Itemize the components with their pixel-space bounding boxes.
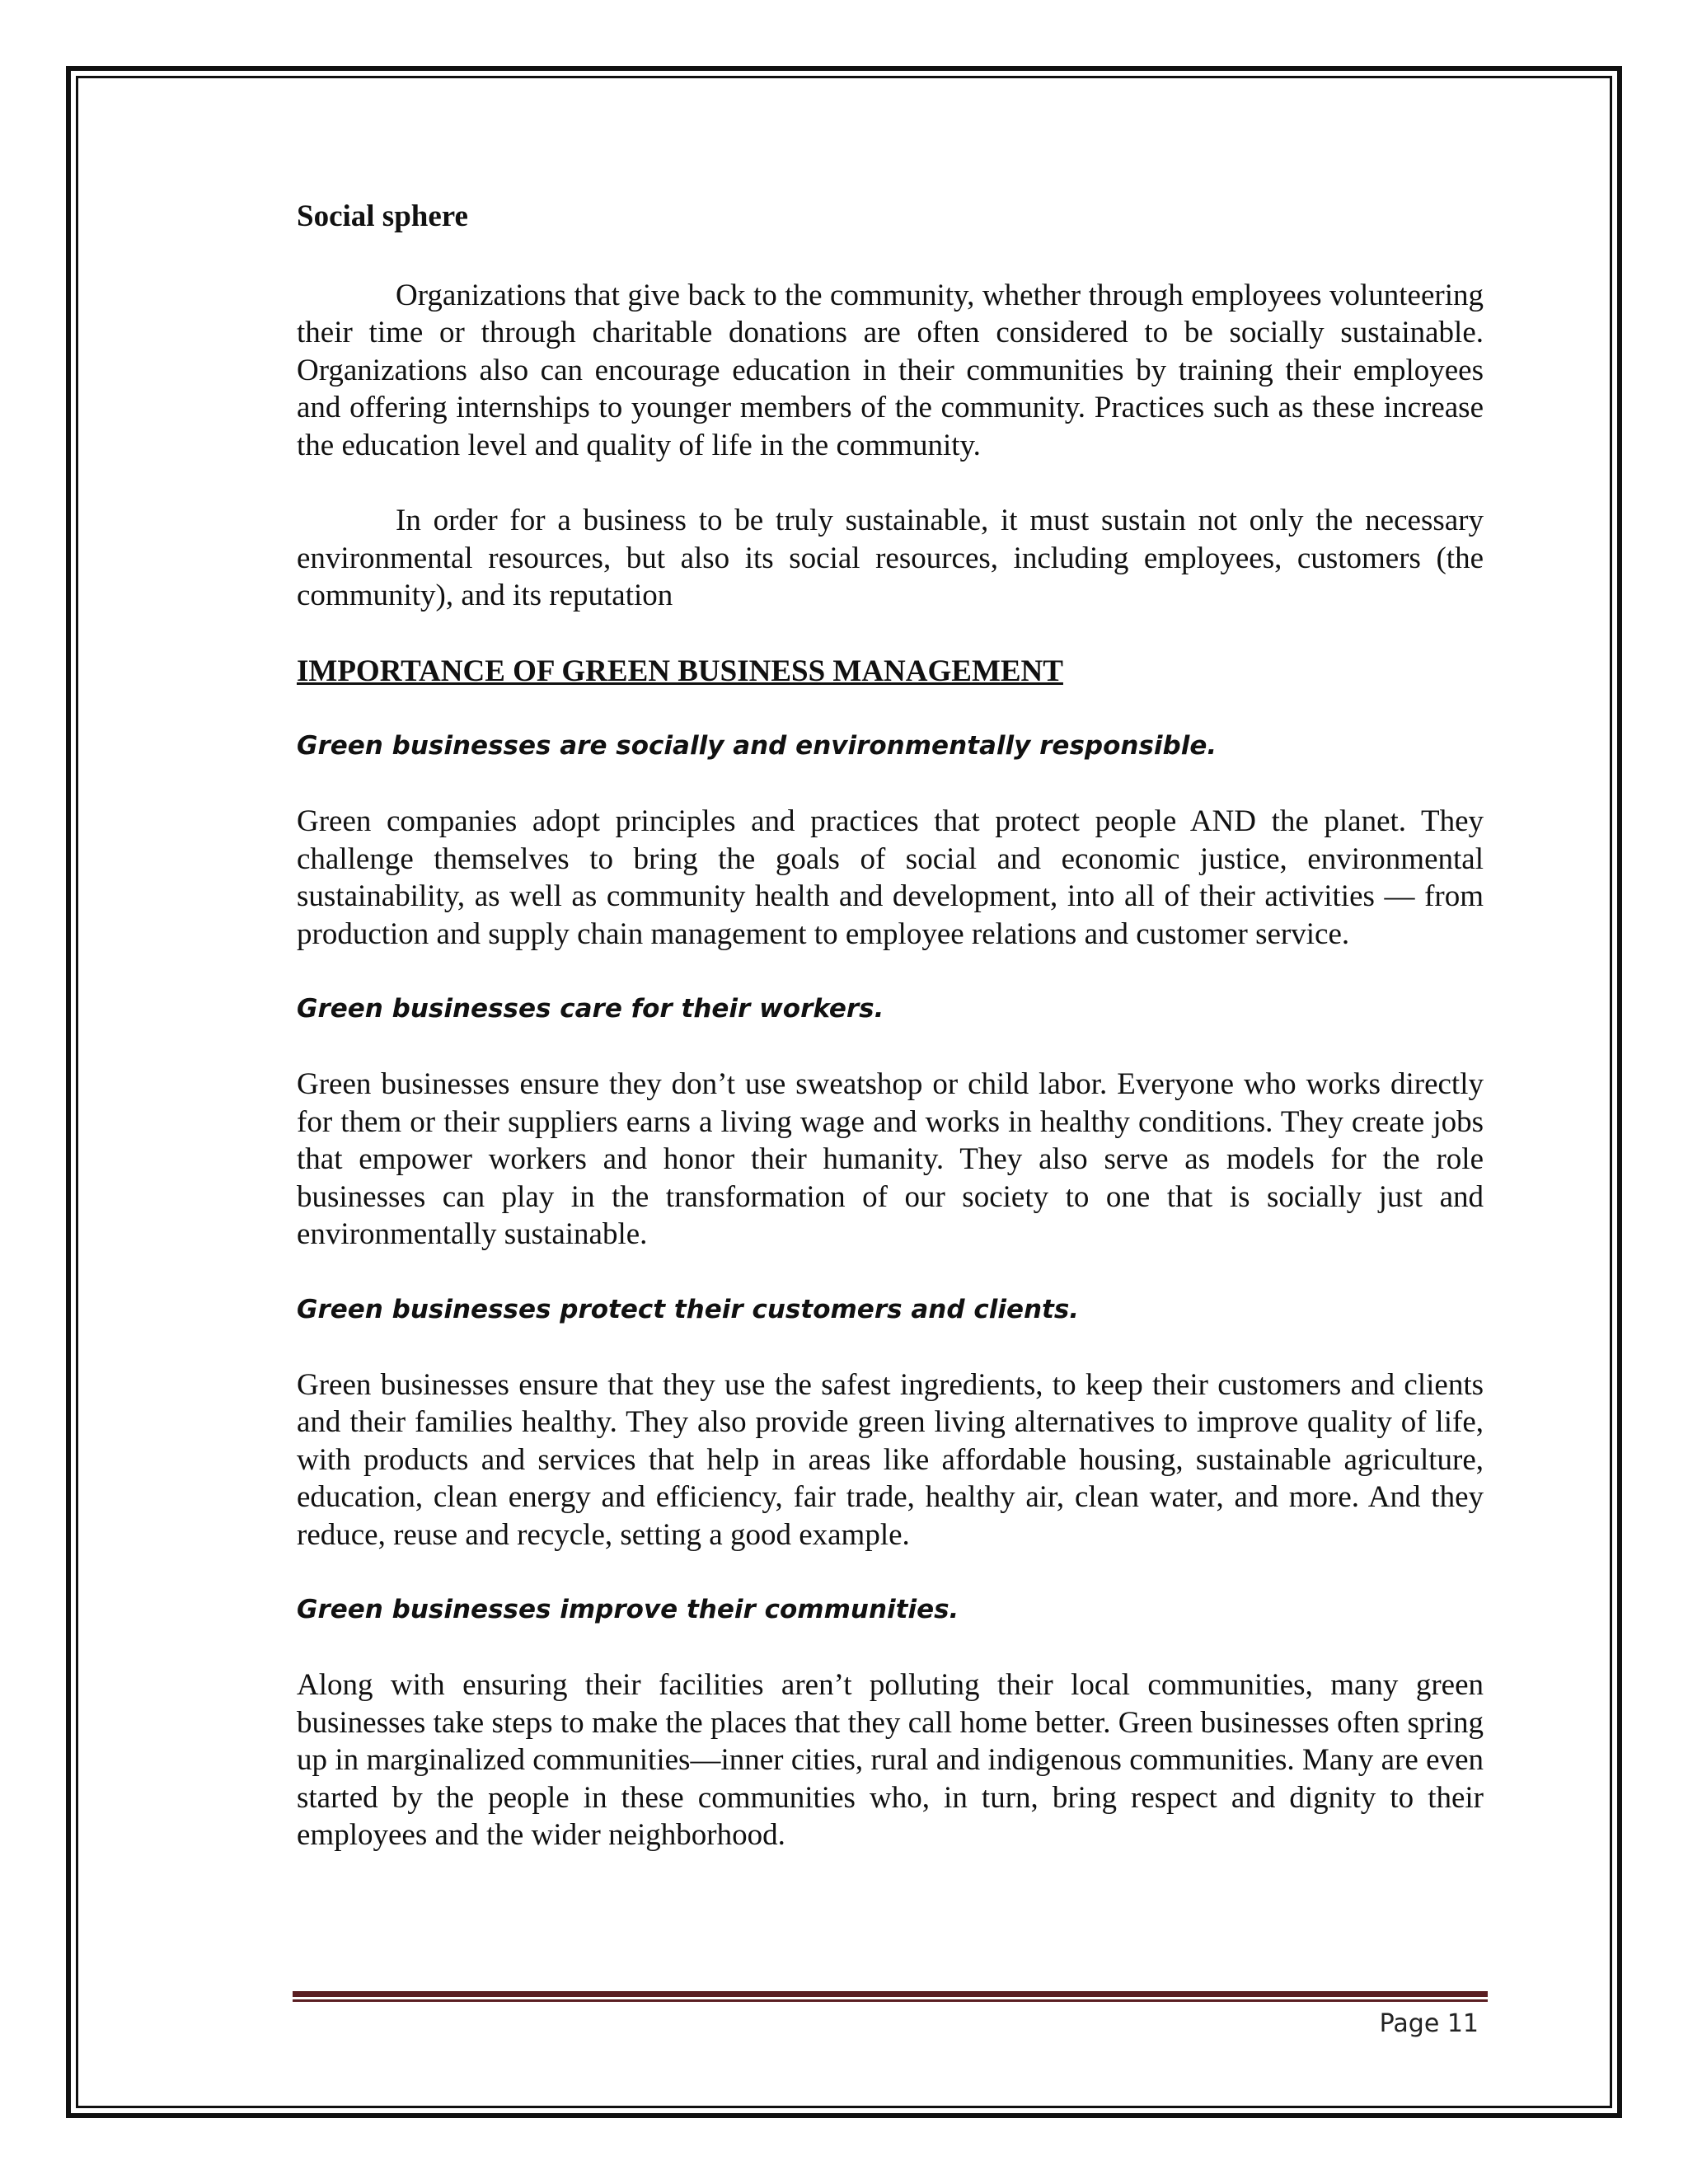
social-paragraph-1: Organizations that give back to the community, whether through employees volunteering their time or through charitable donations are often considered to be socially sustainable. Organizations also can encourage education in their communities by training their employees and offering internships to younger members of the community. Practices such as these increase the education level and quality of life in the community.	[297, 278, 1484, 462]
body-communities: Along with ensuring their facilities aren’t polluting their local communities, many green businesses take steps to make the places that they call home better. Green businesses often spring up in marginalized communities—inner cities, rural and indigenous communities. Many are even started by the people in these communities who, in turn, bring respect and dignity to their employees and the wider neighborhood.	[297, 1668, 1484, 1852]
body-responsible: Green companies adopt principles and practices that protect people AND the planet. They challenge themselves to bring the goals of social and economic justice, environmental sustainability, as well as community health and development, into all of their activities — from production and supply chain management to employee relations and customer service.	[297, 804, 1484, 951]
social-sphere-heading: Social sphere	[297, 199, 468, 233]
footer-divider	[293, 1991, 1488, 2003]
page-number: Page 11	[1379, 2009, 1479, 2038]
importance-heading: IMPORTANCE OF GREEN BUSINESS MANAGEMENT	[297, 654, 1063, 688]
social-paragraph-2: In order for a business to be truly sustainable, it must sustain not only the necessary environmental resources, but also its social resources, including employees, customers (the community), and its reputation	[297, 504, 1484, 612]
subheading-customers: Green businesses protect their customers and clients.	[297, 1294, 1080, 1324]
footer-divider-thin	[293, 1999, 1488, 2002]
subheading-workers: Green businesses care for their workers.	[297, 994, 884, 1024]
footer-divider-thick	[293, 1991, 1488, 1997]
body-workers: Green businesses ensure they don’t use sweatshop or child labor. Everyone who works directly for them or their suppliers earns a living wage and works in healthy conditions. They create jobs that empower workers and honor their humanity. They also serve as models for the role businesses can play in the transformation of our society to one that is socially just and environmentally sustainable.	[297, 1067, 1484, 1251]
subheading-communities: Green businesses improve their communities.	[297, 1595, 959, 1624]
document-body	[297, 198, 1484, 1854]
subheading-responsible: Green businesses are socially and environmentally responsible.	[297, 731, 1217, 761]
body-customers: Green businesses ensure that they use the safest ingredients, to keep their customers and clients and their families healthy. They also provide green living alternatives to improve quality of life, with products and services that help in areas like affordable housing, sustainable agriculture, education, clean energy and efficiency, fair trade, healthy air, clean water, and more. And they reduce, reuse and recycle, setting a good example.	[297, 1367, 1484, 1552]
